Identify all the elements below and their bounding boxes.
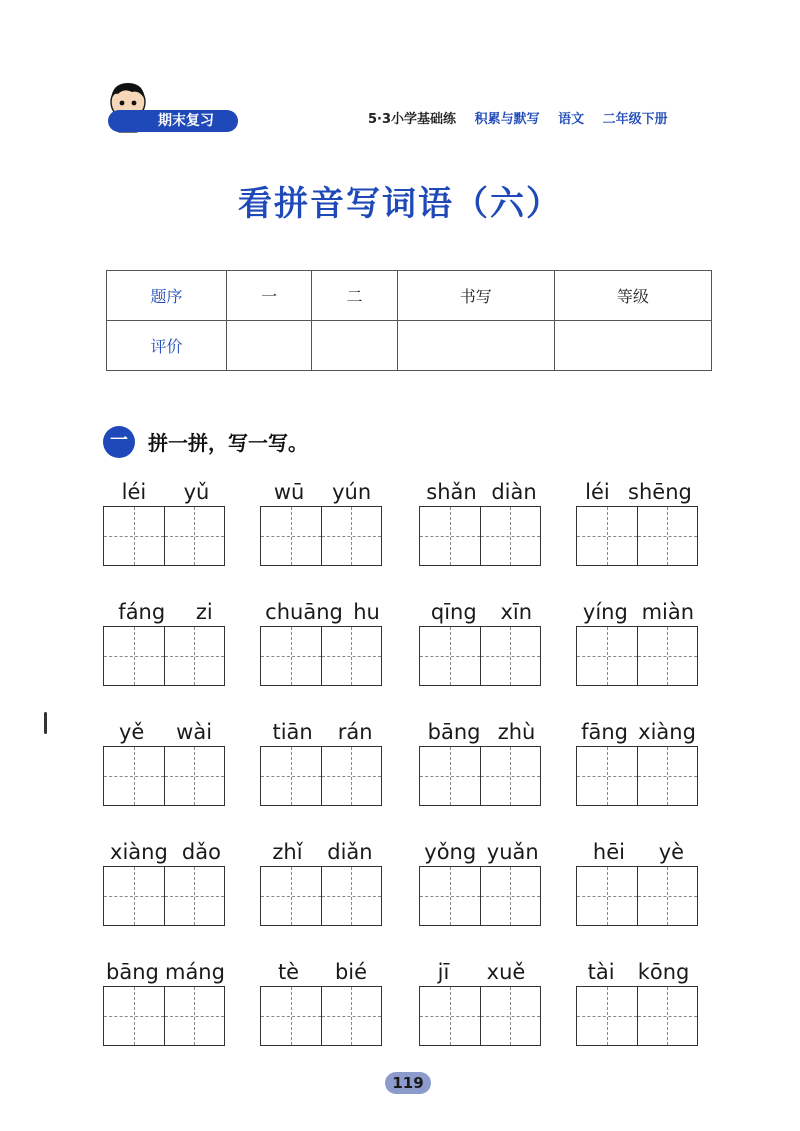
tianzige-box[interactable] xyxy=(480,987,541,1045)
word-item xyxy=(260,952,385,1046)
pinyin-syllable: miàn xyxy=(641,600,695,624)
tianzige-box[interactable] xyxy=(637,987,698,1045)
pinyin-label xyxy=(103,592,228,626)
pinyin-syllable: xiàng xyxy=(638,720,696,744)
pinyin-syllable: xīn xyxy=(500,600,533,624)
pinyin-syllable: xiàng xyxy=(110,840,168,864)
pinyin-syllable: shēng xyxy=(628,480,692,504)
writing-boxes xyxy=(260,626,382,686)
pinyin-label xyxy=(260,712,385,746)
pinyin-label xyxy=(576,952,701,986)
tianzige-box[interactable] xyxy=(261,627,321,685)
pinyin-label xyxy=(419,712,544,746)
pinyin-syllable: yuǎn xyxy=(486,840,539,864)
writing-boxes xyxy=(576,866,698,926)
tianzige-box[interactable] xyxy=(321,507,382,565)
word-item xyxy=(419,952,544,1046)
tianzige-box[interactable] xyxy=(577,987,637,1045)
eval-cell: 书写 xyxy=(397,271,554,321)
writing-boxes xyxy=(419,626,541,686)
writing-boxes xyxy=(103,986,225,1046)
tianzige-box[interactable] xyxy=(420,747,480,805)
tianzige-box[interactable] xyxy=(321,747,382,805)
tianzige-box[interactable] xyxy=(164,987,225,1045)
pinyin-label xyxy=(103,952,228,986)
pinyin-label xyxy=(419,832,544,866)
pinyin-syllable: tiān xyxy=(272,720,313,744)
writing-boxes xyxy=(103,746,225,806)
writing-boxes xyxy=(419,746,541,806)
pinyin-syllable: zhǐ xyxy=(272,840,303,864)
pinyin-syllable: bié xyxy=(334,960,368,984)
eval-blank-cell[interactable] xyxy=(312,321,397,371)
tianzige-box[interactable] xyxy=(261,867,321,925)
eval-cell: 题序 xyxy=(107,271,227,321)
pinyin-syllable: yún xyxy=(332,480,372,504)
word-item xyxy=(576,952,701,1046)
pinyin-syllable: dǎo xyxy=(181,840,221,864)
tianzige-box[interactable] xyxy=(420,507,480,565)
word-item xyxy=(260,592,385,686)
word-item xyxy=(260,472,385,566)
pinyin-label xyxy=(419,952,544,986)
pinyin-syllable: fáng xyxy=(118,600,166,624)
tianzige-box[interactable] xyxy=(321,987,382,1045)
section-number: 一 xyxy=(110,430,128,451)
tianzige-box[interactable] xyxy=(261,987,321,1045)
tianzige-box[interactable] xyxy=(637,507,698,565)
eval-cell: 等级 xyxy=(554,271,711,321)
eval-header-row xyxy=(107,271,712,321)
section-title: 拼一拼，写一写。 xyxy=(148,431,308,455)
pinyin-label xyxy=(576,832,701,866)
tianzige-box[interactable] xyxy=(480,747,541,805)
pinyin-label xyxy=(103,472,228,506)
pinyin-syllable: léi xyxy=(121,480,147,504)
pinyin-syllable: wài xyxy=(176,720,213,744)
eval-cell: 评价 xyxy=(107,321,227,371)
book-name: 积累与默写 xyxy=(474,112,540,127)
tianzige-box[interactable] xyxy=(164,507,225,565)
pinyin-syllable: wū xyxy=(273,480,305,504)
writing-boxes xyxy=(419,866,541,926)
writing-boxes xyxy=(576,506,698,566)
writing-boxes xyxy=(576,626,698,686)
word-item xyxy=(576,832,701,926)
tianzige-box[interactable] xyxy=(577,627,637,685)
pinyin-syllable: shǎn xyxy=(426,480,477,504)
word-item xyxy=(103,832,228,926)
pinyin-label xyxy=(260,472,385,506)
pinyin-syllable: zi xyxy=(195,600,213,624)
word-item xyxy=(103,472,228,566)
tianzige-box[interactable] xyxy=(104,987,164,1045)
writing-boxes xyxy=(576,746,698,806)
writing-boxes xyxy=(419,986,541,1046)
tianzige-box[interactable] xyxy=(480,627,541,685)
word-item xyxy=(103,712,228,806)
pinyin-syllable: bāng xyxy=(106,960,159,984)
pinyin-syllable: rán xyxy=(337,720,373,744)
page-title: 看拼音写词语（六） xyxy=(238,184,562,224)
eval-cell: 二 xyxy=(312,271,397,321)
eval-cell: 一 xyxy=(227,271,312,321)
grade-name: 二年级下册 xyxy=(602,112,668,127)
tianzige-box[interactable] xyxy=(480,867,541,925)
writing-boxes xyxy=(260,986,382,1046)
pinyin-syllable: hu xyxy=(353,600,380,624)
eval-blank-cell[interactable] xyxy=(397,321,554,371)
word-item xyxy=(419,472,544,566)
subject-name: 语文 xyxy=(558,112,585,127)
review-badge xyxy=(98,78,248,136)
pinyin-syllable: chuāng xyxy=(265,600,343,624)
pinyin-syllable: léi xyxy=(585,480,610,504)
writing-boxes xyxy=(103,506,225,566)
word-item xyxy=(103,592,228,686)
word-item xyxy=(419,832,544,926)
eval-score-row xyxy=(107,321,712,371)
pinyin-syllable: bāng xyxy=(427,720,481,744)
tianzige-box[interactable] xyxy=(164,747,225,805)
tianzige-box[interactable] xyxy=(261,507,321,565)
section-number-badge xyxy=(103,426,135,458)
page-number: 119 xyxy=(385,1072,431,1094)
pinyin-syllable: yě xyxy=(118,720,145,744)
tianzige-box[interactable] xyxy=(637,627,698,685)
tianzige-box[interactable] xyxy=(420,627,480,685)
word-item xyxy=(576,472,701,566)
book-series-info xyxy=(368,108,682,127)
badge-label: 期末复习 xyxy=(108,110,238,132)
pinyin-label xyxy=(576,592,701,626)
word-item xyxy=(576,592,701,686)
tianzige-box[interactable] xyxy=(637,747,698,805)
pinyin-label xyxy=(260,592,385,626)
tianzige-box[interactable] xyxy=(261,747,321,805)
pinyin-label xyxy=(419,472,544,506)
pinyin-syllable: yǔ xyxy=(183,480,210,504)
pinyin-syllable: hēi xyxy=(592,840,625,864)
evaluation-table xyxy=(106,270,712,371)
pinyin-label xyxy=(576,472,701,506)
tianzige-box[interactable] xyxy=(164,867,225,925)
pinyin-syllable: yíng xyxy=(582,600,628,624)
tianzige-box[interactable] xyxy=(104,627,164,685)
eval-blank-cell[interactable] xyxy=(554,321,711,371)
pinyin-syllable: máng xyxy=(164,960,225,984)
pinyin-syllable: tài xyxy=(587,960,615,984)
pinyin-syllable: jī xyxy=(437,960,450,984)
pinyin-exercise-grid xyxy=(103,472,703,1052)
tianzige-box[interactable] xyxy=(164,627,225,685)
pinyin-label xyxy=(260,952,385,986)
tianzige-box[interactable] xyxy=(104,507,164,565)
word-item xyxy=(419,712,544,806)
writing-boxes xyxy=(103,626,225,686)
pinyin-syllable: fāng xyxy=(581,720,628,744)
pinyin-label xyxy=(419,592,544,626)
tianzige-box[interactable] xyxy=(577,867,637,925)
pinyin-label xyxy=(103,832,228,866)
word-item xyxy=(419,592,544,686)
pinyin-label xyxy=(103,712,228,746)
tianzige-box[interactable] xyxy=(321,867,382,925)
pinyin-syllable: yǒng xyxy=(424,840,477,864)
word-item xyxy=(103,952,228,1046)
word-item xyxy=(576,712,701,806)
writing-boxes xyxy=(260,506,382,566)
word-item xyxy=(260,712,385,806)
tianzige-box[interactable] xyxy=(577,507,637,565)
writing-boxes xyxy=(419,506,541,566)
tianzige-box[interactable] xyxy=(321,627,382,685)
writing-boxes xyxy=(576,986,698,1046)
eval-blank-cell[interactable] xyxy=(227,321,312,371)
tianzige-box[interactable] xyxy=(420,867,480,925)
series-name: 5·3小学基础练 xyxy=(368,112,457,127)
tianzige-box[interactable] xyxy=(637,867,698,925)
word-item xyxy=(260,832,385,926)
pinyin-syllable: kōng xyxy=(637,960,690,984)
tianzige-box[interactable] xyxy=(480,507,541,565)
writing-boxes xyxy=(260,746,382,806)
pinyin-label xyxy=(576,712,701,746)
writing-boxes xyxy=(103,866,225,926)
pinyin-syllable: diàn xyxy=(491,480,537,504)
pinyin-label xyxy=(260,832,385,866)
tianzige-box[interactable] xyxy=(420,987,480,1045)
writing-boxes xyxy=(260,866,382,926)
pinyin-syllable: yè xyxy=(658,840,685,864)
pinyin-syllable: xuě xyxy=(486,960,526,984)
tianzige-box[interactable] xyxy=(104,747,164,805)
tianzige-box[interactable] xyxy=(577,747,637,805)
pinyin-syllable: tè xyxy=(277,960,300,984)
tianzige-box[interactable] xyxy=(104,867,164,925)
pinyin-syllable: zhù xyxy=(497,720,536,744)
pinyin-syllable: qīng xyxy=(430,600,477,624)
pinyin-syllable: diǎn xyxy=(327,840,373,864)
margin-mark xyxy=(44,712,47,734)
